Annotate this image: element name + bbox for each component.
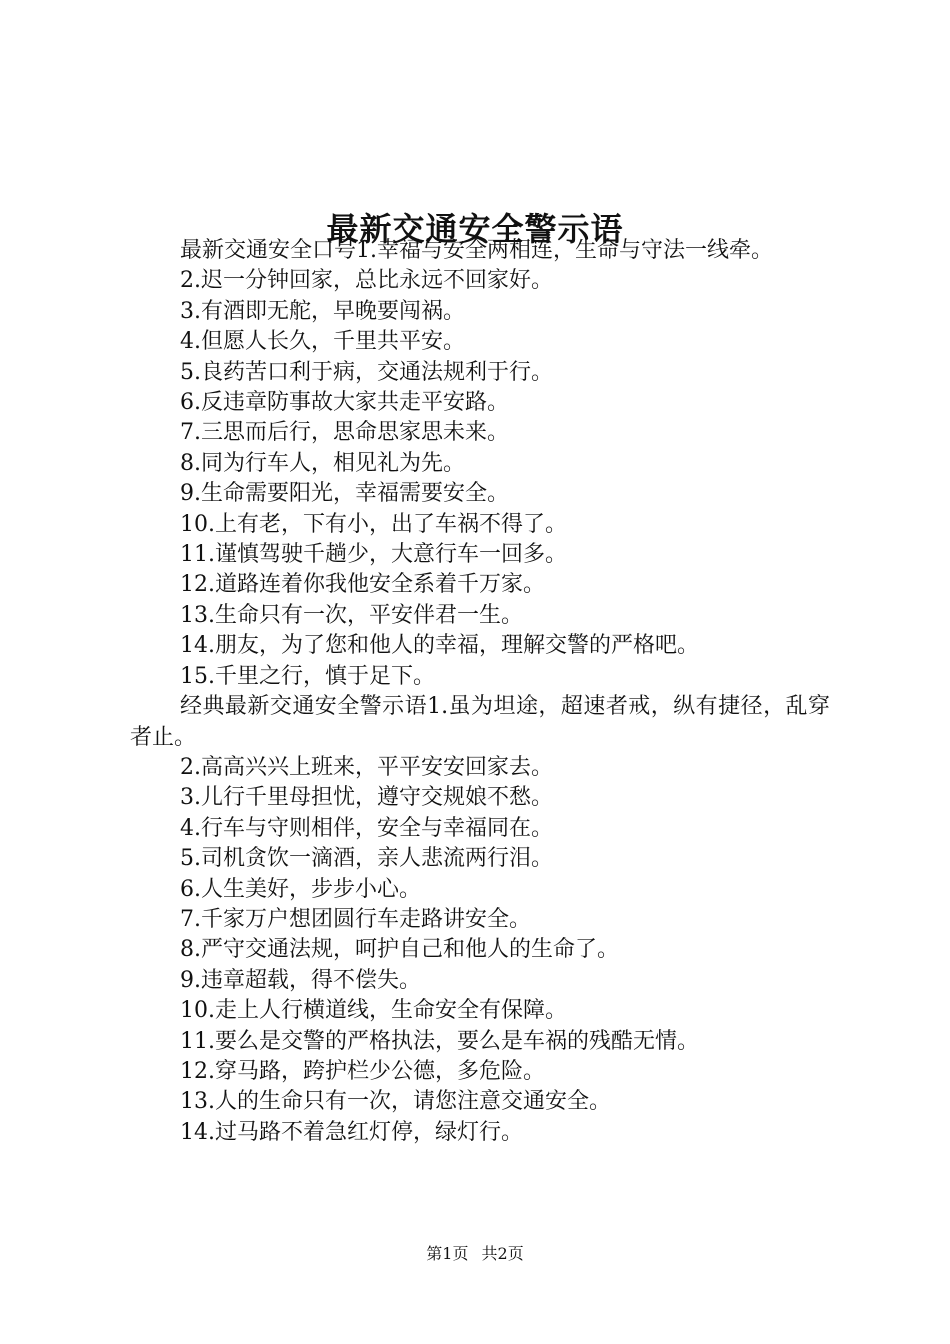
paragraph: 14.过马路不着急红灯停，绿灯行。: [180, 1119, 523, 1145]
paragraph: 11.要么是交警的严格执法，要么是车祸的残酷无情。: [180, 1028, 699, 1054]
paragraph: 4.行车与守则相伴，安全与幸福同在。: [180, 815, 553, 841]
paragraph: 8.同为行车人，相见礼为先。: [180, 450, 465, 476]
page-total: 共2页: [481, 1244, 524, 1263]
paragraph: 5.良药苦口利于病，交通法规利于行。: [180, 359, 553, 385]
paragraph: 9.违章超载，得不偿失。: [180, 967, 421, 993]
paragraph: 最新交通安全口号1.幸福与安全两相连，生命与守法一线牵。: [180, 238, 773, 263]
paragraph: 3.有酒即无舵，早晚要闯祸。: [180, 298, 465, 324]
paragraph: 6.反违章防事故大家共走平安路。: [180, 390, 509, 416]
paragraph: 12.穿马路，跨护栏少公德，多危险。: [180, 1058, 545, 1084]
paragraph: 经典最新交通安全警示语1.虽为坦途，超速者戒，纵有捷径，乱穿者止。: [130, 694, 830, 750]
paragraph: 6.人生美好，步步小心。: [180, 876, 421, 902]
paragraph: 2.高高兴兴上班来，平平安安回家去。: [180, 754, 553, 780]
document-body: [130, 236, 830, 1148]
paragraph: 12.道路连着你我他安全系着千万家。: [180, 572, 545, 598]
paragraph: 9.生命需要阳光，幸福需要安全。: [180, 481, 509, 507]
paragraph: 2.迟一分钟回家，总比永远不回家好。: [180, 268, 553, 294]
paragraph: 10.上有老，下有小，出了车祸不得了。: [180, 511, 567, 537]
paragraph: 15.千里之行，慎于足下。: [180, 663, 435, 689]
page-number: 第1页: [426, 1244, 469, 1263]
paragraph: 8.严守交通法规，呵护自己和他人的生命了。: [180, 937, 619, 963]
paragraph: 7.三思而后行，思命思家思未来。: [180, 420, 509, 446]
document-title: 最新交通安全警示语: [326, 210, 624, 249]
paragraph: 11.谨慎驾驶千趟少，大意行车一回多。: [180, 542, 567, 568]
paragraph: 13.人的生命只有一次，请您注意交通安全。: [180, 1089, 611, 1115]
paragraph: 3.儿行千里母担忧，遵守交规娘不愁。: [180, 785, 553, 811]
paragraph: 14.朋友，为了您和他人的幸福，理解交警的严格吧。: [180, 633, 699, 659]
paragraph: 7.千家万户想团圆行车走路讲安全。: [180, 906, 531, 932]
paragraph: 5.司机贪饮一滴酒，亲人悲流两行泪。: [180, 846, 553, 872]
page-footer: [0, 1243, 950, 1265]
paragraph: 10.走上人行横道线，生命安全有保障。: [180, 998, 567, 1024]
paragraph: 4.但愿人长久，千里共平安。: [180, 329, 465, 355]
paragraph: 13.生命只有一次，平安伴君一生。: [180, 602, 523, 628]
